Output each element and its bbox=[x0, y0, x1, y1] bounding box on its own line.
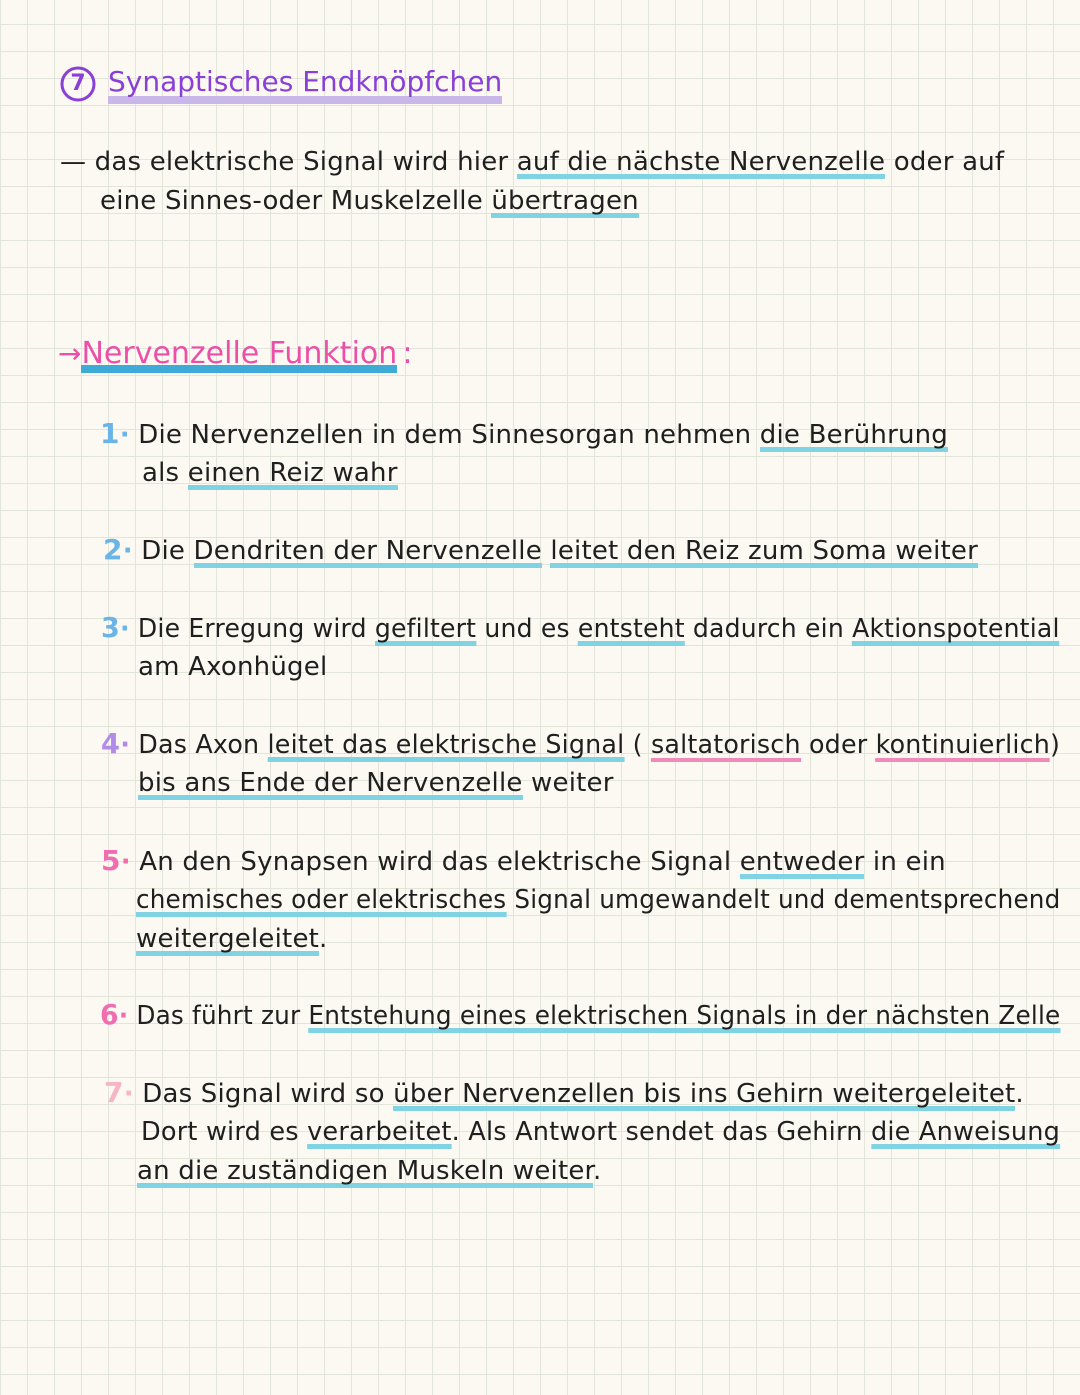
step-dot: · bbox=[120, 847, 131, 877]
text-segment: ) bbox=[1049, 730, 1061, 760]
highlight: gefiltert bbox=[374, 614, 477, 644]
section-number: 7 bbox=[70, 71, 86, 96]
highlight: bis ans Ende der Nervenzelle bbox=[138, 768, 523, 798]
text-segment: Das führt zur bbox=[136, 1001, 309, 1031]
highlight: die Berührung bbox=[759, 420, 949, 450]
arrow-icon: → bbox=[58, 337, 82, 370]
step-dot: · bbox=[119, 420, 130, 450]
text-segment: . bbox=[1015, 1079, 1024, 1109]
highlight: Dendriten der Nervenzelle bbox=[193, 536, 542, 566]
step-1-line-2 bbox=[142, 454, 398, 492]
step-dot: · bbox=[122, 536, 133, 566]
step-number: 4 bbox=[101, 727, 121, 760]
highlight: verarbeitet bbox=[307, 1117, 452, 1147]
highlight: an die zuständigen Muskeln weiter bbox=[137, 1156, 594, 1186]
step-7-line-3 bbox=[137, 1152, 602, 1190]
text-segment: in ein bbox=[864, 847, 946, 877]
step-dot: · bbox=[123, 1079, 134, 1109]
highlight: Aktionspotential bbox=[852, 614, 1060, 644]
step-4-line-2 bbox=[138, 764, 614, 802]
colon: : bbox=[402, 336, 413, 371]
step-7-line-2 bbox=[141, 1113, 1060, 1151]
highlight: leitet den Reiz zum Soma weiter bbox=[550, 536, 978, 566]
text-segment: dadurch ein bbox=[684, 614, 853, 644]
highlight: chemisches oder elektrisches bbox=[136, 885, 507, 915]
pink-highlight: saltatorisch bbox=[650, 730, 801, 760]
text-segment: oder bbox=[800, 730, 876, 760]
step-3 bbox=[101, 609, 1060, 648]
highlight: auf die nächste Nervenzelle bbox=[516, 147, 886, 177]
step-number: 1 bbox=[100, 417, 120, 450]
text-segment: oder auf bbox=[885, 147, 1005, 177]
highlight: übertragen bbox=[491, 186, 639, 216]
section-7-line-2 bbox=[100, 182, 639, 220]
step-5-line-2 bbox=[136, 881, 1060, 919]
step-dot: · bbox=[119, 614, 130, 644]
highlight: einen Reiz wahr bbox=[187, 458, 398, 488]
step-7 bbox=[104, 1074, 1024, 1113]
text-segment: Die Nervenzellen in dem Sinnesorgan nehmen bbox=[138, 420, 760, 450]
step-number: 3 bbox=[101, 611, 120, 644]
text-segment: . Als Antwort sendet das Gehirn bbox=[451, 1117, 871, 1147]
dash: — bbox=[60, 147, 87, 177]
step-2 bbox=[103, 531, 978, 570]
text-segment: Das Signal wird so bbox=[142, 1079, 394, 1109]
highlight: entsteht bbox=[577, 614, 685, 644]
function-title: Nervenzelle Funktion bbox=[81, 336, 397, 375]
highlight: entweder bbox=[739, 847, 865, 877]
text-segment: als bbox=[142, 458, 188, 488]
text-segment: das elektrische Signal wird hier bbox=[94, 147, 517, 177]
step-3-line-2 bbox=[138, 648, 327, 686]
step-4 bbox=[101, 725, 1060, 764]
section-title: Synaptisches Endknöpfchen bbox=[108, 62, 502, 104]
text-segment: Die Erregung wird bbox=[137, 614, 375, 644]
step-number: 5 bbox=[101, 844, 121, 877]
step-1 bbox=[100, 415, 948, 454]
text-segment: Die bbox=[141, 536, 194, 566]
step-6 bbox=[100, 996, 1060, 1035]
text-segment: Signal umgewandelt und dementsprechend bbox=[506, 885, 1061, 915]
step-number: 6 bbox=[100, 998, 119, 1031]
text-segment: eine Sinnes-oder Muskelzelle bbox=[100, 186, 492, 216]
step-5 bbox=[101, 842, 946, 881]
highlight: leitet das elektrische Signal bbox=[267, 730, 625, 760]
highlight: Entstehung eines elektrischen Signals in der nächsten Zelle bbox=[308, 1001, 1061, 1031]
text-segment: Das Axon bbox=[138, 730, 268, 760]
text-segment: . bbox=[593, 1156, 602, 1186]
text-segment: An den Synapsen wird das elektrische Signal bbox=[139, 847, 740, 877]
text-segment: am Axonhügel bbox=[138, 652, 328, 682]
text-segment: weiter bbox=[522, 768, 614, 798]
step-5-line-3 bbox=[136, 920, 328, 958]
highlight: weitergeleitet bbox=[136, 924, 320, 954]
step-number: 2 bbox=[103, 533, 123, 566]
step-dot: · bbox=[120, 730, 131, 760]
highlight: die Anweisung bbox=[870, 1117, 1061, 1147]
highlight: über Nervenzellen bis ins Gehirn weitergeleitet bbox=[393, 1079, 1016, 1109]
function-heading bbox=[58, 334, 412, 374]
step-number: 7 bbox=[104, 1076, 124, 1109]
text-segment: ( bbox=[624, 730, 651, 760]
text-segment: und es bbox=[476, 614, 578, 644]
pink-highlight: kontinuierlich bbox=[875, 730, 1050, 760]
text-segment: . bbox=[319, 924, 328, 954]
section-7-line-1 bbox=[60, 143, 1004, 181]
text-segment: Dort wird es bbox=[141, 1117, 308, 1147]
step-dot: · bbox=[118, 1001, 129, 1031]
